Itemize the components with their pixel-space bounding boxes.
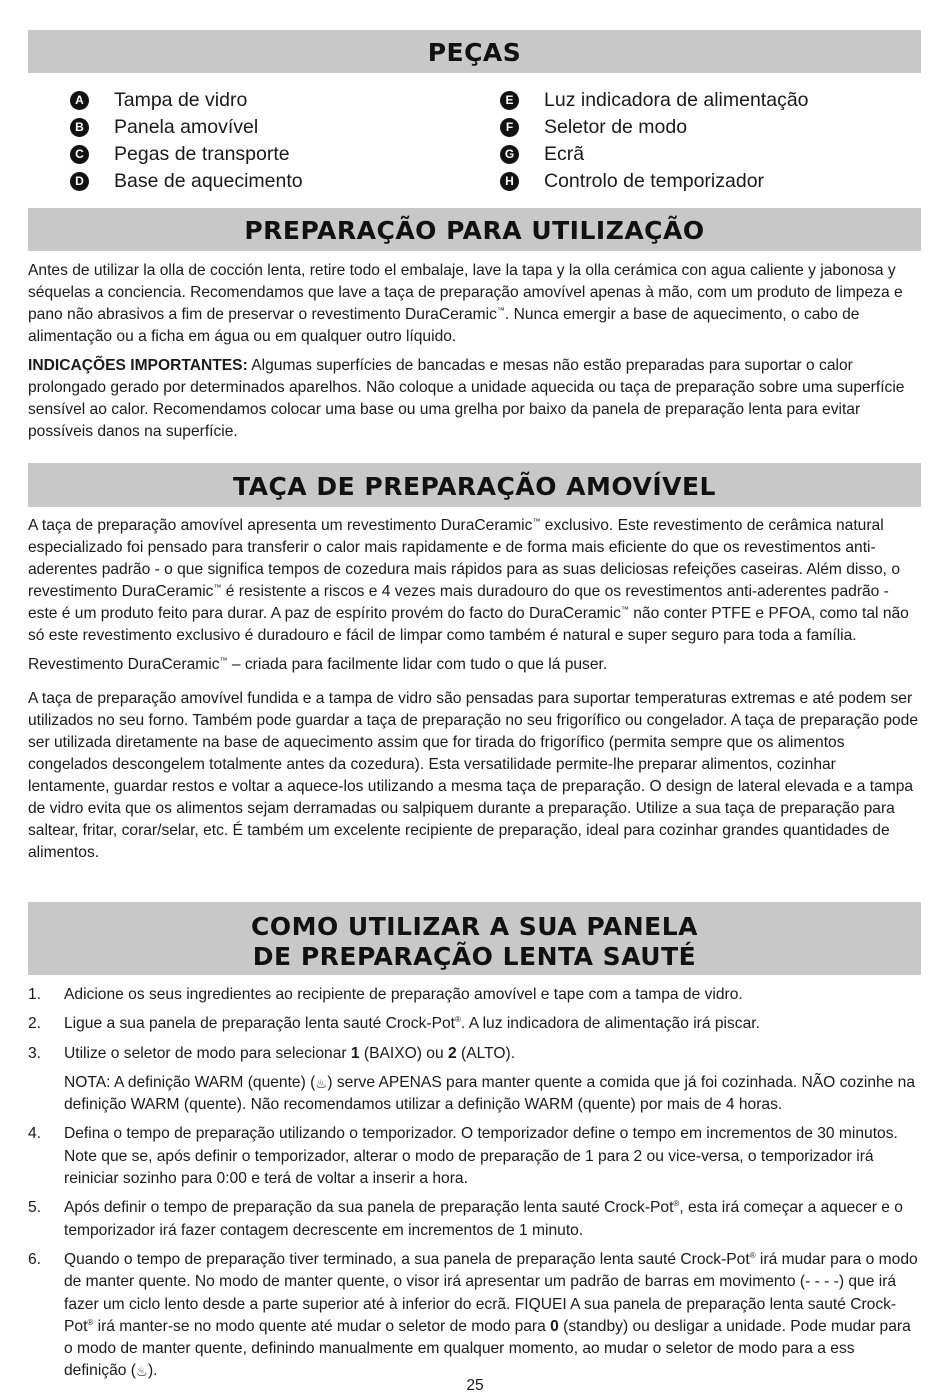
step-5 bbox=[28, 1197, 921, 1242]
prep-p1-end: . Nunca emergir a base de aquecimento, o cabo de alimentação ou a ficha em água ou em qualquer outro líquido. bbox=[28, 306, 860, 345]
part-label: Pegas de transporte bbox=[114, 143, 290, 165]
parts-title: PEÇAS bbox=[427, 38, 522, 67]
warm-setting-icon: ♨ bbox=[315, 1075, 327, 1091]
letter-b-badge: B bbox=[70, 118, 89, 137]
step-number: 1. bbox=[28, 986, 42, 1003]
pot-title: TAÇA DE PREPARAÇÃO AMOVÍVEL bbox=[233, 472, 716, 501]
step-2-text-a: Ligue a sua panela de preparação lenta sauté Crock-Pot bbox=[64, 1015, 455, 1033]
pot-p1d: não conter PTFE e PFOA, como tal não só este revestimento exclusivo é duradouro e fácil de limpar como também é natural e super seguro para toda a família. bbox=[28, 605, 909, 644]
letter-e-badge: E bbox=[500, 91, 519, 110]
step-1 bbox=[28, 984, 921, 1006]
pot-header bbox=[28, 463, 921, 507]
letter-c-badge: C bbox=[70, 145, 89, 164]
part-item-c bbox=[70, 141, 303, 168]
step-6-text-e: ). bbox=[147, 1362, 158, 1380]
pot-paragraph-2 bbox=[28, 654, 921, 676]
part-item-h bbox=[500, 168, 809, 195]
step-2-text-b: . A luz indicadora de alimentação irá piscar. bbox=[460, 1015, 760, 1033]
pot-p2b: – criada para facilmente lidar com tudo o que lá puser. bbox=[227, 656, 608, 673]
step-number: 3. bbox=[28, 1044, 42, 1062]
step-text: Adicione os seus ingredientes ao recipiente de preparação amovível e tape com a tampa de vidro. bbox=[64, 986, 743, 1003]
prep-header bbox=[28, 208, 921, 251]
step-number: 6. bbox=[28, 1250, 42, 1268]
step-6-text-c: irá manter-se no modo quente até mudar o seletor de modo para bbox=[93, 1317, 551, 1335]
part-label: Seletor de modo bbox=[544, 116, 688, 138]
step-5-text-a: Após definir o tempo de preparação da sua panela de preparação lenta sauté Crock-Pot bbox=[64, 1199, 674, 1217]
step-3-text-c: (ALTO). bbox=[456, 1044, 516, 1062]
step-4 bbox=[28, 1123, 921, 1190]
pot-p2a: Revestimento DuraCeramic bbox=[28, 656, 220, 673]
prep-p1-text: Antes de utilizar la olla de cocción lenta, retire todo el embalaje, lave la tapa y la olla cerámica con agua caliente y jabonosa y séquelas a conciencia. Recomendamos que lave a taça de preparação amovível apenas à mão, com um produto de limpeza e pano não abrasivos a fim de preservar o revestimento DuraCeramic bbox=[28, 262, 903, 323]
step-6 bbox=[28, 1249, 921, 1383]
part-item-d bbox=[70, 168, 303, 195]
trademark-mark: ™ bbox=[496, 305, 505, 315]
page-number: 25 bbox=[466, 1377, 484, 1394]
step-text: Defina o tempo de preparação utilizando o temporizador. O temporizador define o tempo em incrementos de 30 minutos. Note que se, após definir o temporizador, alterar o modo de preparação de 1 para 2 ou vice-versa, o temporizador irá reiniciar sozinho para 0:00 e terá de voltar a inserir a hora. bbox=[64, 1125, 898, 1188]
step-6-text-b: irá mudar para o modo de manter quente. No modo de manter quente, o visor irá apresentar um padrão de barras em movimento (- - - -) que irá fazer um ciclo lento desde a parte superior até à inferior do ecrã. FIQUEI A sua panela de preparação lenta sauté Crock-Pot bbox=[64, 1250, 918, 1335]
setting-standby: 0 bbox=[550, 1317, 559, 1335]
part-label: Base de aquecimento bbox=[114, 170, 303, 192]
warm-setting-icon: ♨ bbox=[135, 1364, 148, 1380]
letter-f-badge: F bbox=[500, 118, 519, 137]
pot-p1c: é resistente a riscos e 4 vezes mais duradouro do que os revestimentos anti-aderentes padrão - este é um produto feito para durar. A paz de espírito provém do facto do DuraCeramic bbox=[28, 583, 889, 622]
parts-list-right bbox=[500, 87, 809, 195]
letter-a-badge: A bbox=[70, 91, 89, 110]
part-label: Tampa de vidro bbox=[114, 89, 248, 111]
registered-mark: ® bbox=[749, 1250, 756, 1260]
part-item-e bbox=[500, 87, 809, 114]
step-text bbox=[64, 1197, 921, 1242]
important-label: INDICAÇÕES IMPORTANTES: bbox=[28, 357, 248, 374]
prep-p2-text: Algumas superfícies de bancadas e mesas não estão preparadas para suportar o calor prolongado gerado por determinados aparelhos. Não coloque a unidade aquecida ou taça de preparação sobre uma superfície sensível ao calor. Recomendamos colocar uma base ou uma grelha por baixo da panela de preparação lenta para evitar possíveis danos na superfície. bbox=[28, 357, 905, 440]
trademark-mark: ™ bbox=[219, 655, 228, 665]
registered-mark: ® bbox=[673, 1199, 680, 1209]
note-text-a: NOTA: A definição WARM (quente) ( bbox=[64, 1073, 316, 1091]
part-item-a bbox=[70, 87, 303, 114]
howto-title-line-2: DE PREPARAÇÃO LENTA SAUTÉ bbox=[252, 942, 697, 971]
step-6-text-d: (standby) ou desligar a unidade. Pode mudar para o modo de manter quente, definindo manualmente em qualquer momento, ao mudar o seletor de modo para a ess definição ( bbox=[64, 1317, 911, 1380]
parts-list-left bbox=[70, 87, 303, 195]
pot-p1a: A taça de preparação amovível apresenta um revestimento DuraCeramic bbox=[28, 517, 533, 534]
trademark-mark: ™ bbox=[532, 516, 541, 526]
parts-header bbox=[28, 30, 921, 73]
step-2 bbox=[28, 1013, 921, 1035]
step-number: 2. bbox=[28, 1015, 42, 1033]
step-3 bbox=[28, 1043, 921, 1065]
pot-p1b: exclusivo. Este revestimento de cerâmica natural especializado foi pensado para transferir o calor mais rapidamente e de forma mais eficiente do que os revestimentos anti-aderentes padrão - o que significa tempos de cozedura mais rápidos para as suas deliciosas refeições caseiras. Além disso, o revestimento DuraCeramic bbox=[28, 517, 900, 600]
warm-note bbox=[64, 1072, 921, 1117]
part-item-b bbox=[70, 114, 303, 141]
part-label: Ecrã bbox=[544, 143, 585, 165]
letter-h-badge: H bbox=[500, 172, 519, 191]
prep-paragraph-1 bbox=[28, 260, 921, 348]
prep-title: PREPARAÇÃO PARA UTILIZAÇÃO bbox=[244, 216, 705, 245]
part-label: Luz indicadora de alimentação bbox=[544, 89, 809, 111]
step-text bbox=[64, 1043, 921, 1065]
step-number: 5. bbox=[28, 1199, 42, 1217]
step-text bbox=[64, 1249, 921, 1383]
letter-g-badge: G bbox=[500, 145, 519, 164]
note-text-b: ) serve APENAS para manter quente a comida que já foi cozinhada. NÃO cozinhe na definição WARM (quente). Não recomendamos utilizar a definição WARM (quente) por mais de 4 horas. bbox=[64, 1073, 916, 1114]
registered-mark: ® bbox=[87, 1317, 94, 1327]
trademark-mark: ™ bbox=[213, 582, 222, 592]
pot-paragraph-3: A taça de preparação amovível fundida e a tampa de vidro são pensadas para suportar temperaturas extremas e até podem ser utilizados no seu forno. Também pode guardar a taça de preparação no seu frigorífico ou congelador. A taça de preparação pode ser utilizada diretamente na base de aquecimento assim que for tirada do frigorífico (permita sempre que os alimentos congelados descongelem totalmente antes da cozedura). Esta versatilidade permite-lhe preparar alimentos, cozinhar lentamente, guardar restos e voltar a aquece-los utilizando a mesma taça de preparação. O design de lateral elevada e a tampa de vidro evita que os alimentos sejam derramadas ou salpiquem durante a preparação. Utilize a sua taça de preparação para saltear, fritar, corar/selar, etc. É também um excelente recipiente de preparação, ideal para cozinhar grandes quantidades de alimentos. bbox=[28, 690, 919, 861]
step-5-text-b: , esta irá começar a aquecer e o temporizador irá fazer contagem decrescente em incrementos de 1 minuto. bbox=[64, 1199, 903, 1239]
prep-text bbox=[28, 260, 921, 450]
step-text bbox=[64, 1013, 921, 1035]
step-6-text-a: Quando o tempo de preparação tiver terminado, a sua panela de preparação lenta sauté Crock-Pot bbox=[64, 1250, 750, 1268]
howto-header bbox=[28, 902, 921, 975]
howto-steps bbox=[28, 984, 921, 1390]
setting-high: 2 bbox=[448, 1044, 457, 1062]
registered-mark: ® bbox=[454, 1015, 461, 1025]
part-label: Panela amovível bbox=[114, 116, 259, 138]
pot-paragraph-1 bbox=[28, 515, 921, 647]
trademark-mark: ™ bbox=[620, 604, 629, 614]
part-label: Controlo de temporizador bbox=[544, 170, 765, 192]
letter-d-badge: D bbox=[70, 172, 89, 191]
step-3-text-a: Utilize o seletor de modo para selecionar bbox=[64, 1044, 351, 1062]
step-3-text-b: (BAIXO) ou bbox=[359, 1044, 448, 1062]
setting-low: 1 bbox=[350, 1044, 360, 1062]
pot-text bbox=[28, 515, 921, 871]
howto-title-line-1: COMO UTILIZAR A SUA PANELA bbox=[250, 912, 699, 941]
part-item-f bbox=[500, 114, 809, 141]
part-item-g bbox=[500, 141, 809, 168]
step-number: 4. bbox=[28, 1125, 42, 1143]
prep-paragraph-2 bbox=[28, 355, 921, 443]
